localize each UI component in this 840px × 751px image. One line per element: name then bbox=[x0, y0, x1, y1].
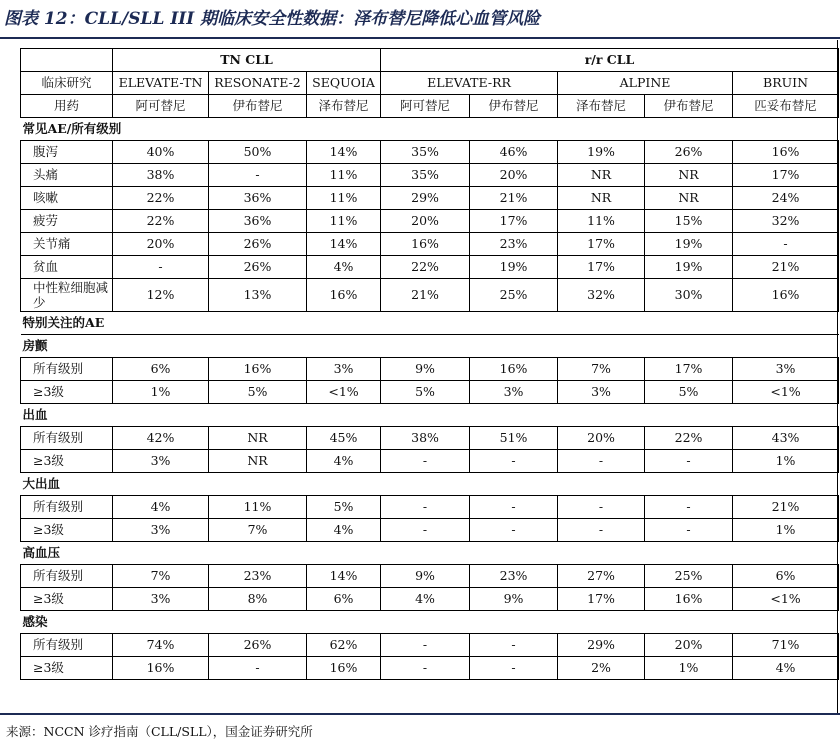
drug-cell: 阿可替尼 bbox=[381, 95, 470, 118]
group-header-row bbox=[21, 49, 839, 72]
value-cell: 36% bbox=[209, 210, 307, 233]
value-cell: - bbox=[113, 256, 209, 279]
row-header-study: 临床研究 bbox=[21, 72, 113, 95]
row-label: 所有级别 bbox=[21, 565, 113, 588]
value-cell: 38% bbox=[113, 164, 209, 187]
value-cell: 4% bbox=[307, 519, 381, 542]
value-cell: 21% bbox=[733, 256, 839, 279]
value-cell: 3% bbox=[113, 588, 209, 611]
value-cell: 17% bbox=[645, 358, 733, 381]
section-row bbox=[21, 312, 839, 335]
study-elevate-rr: ELEVATE-RR bbox=[381, 72, 558, 95]
drug-cell: 伊布替尼 bbox=[645, 95, 733, 118]
value-cell: 16% bbox=[733, 279, 839, 312]
value-cell: 16% bbox=[307, 657, 381, 680]
source-note: 来源：NCCN 诊疗指南（CLL/SLL），国金证券研究所 bbox=[6, 724, 313, 739]
table-row bbox=[21, 279, 839, 312]
value-cell: 25% bbox=[645, 565, 733, 588]
table-row bbox=[21, 233, 839, 256]
table-row bbox=[21, 164, 839, 187]
value-cell: 14% bbox=[307, 141, 381, 164]
value-cell: 71% bbox=[733, 634, 839, 657]
value-cell: 17% bbox=[558, 233, 645, 256]
value-cell: - bbox=[381, 657, 470, 680]
value-cell: 24% bbox=[733, 187, 839, 210]
value-cell: - bbox=[381, 496, 470, 519]
value-cell: 4% bbox=[733, 657, 839, 680]
study-bruin: BRUIN bbox=[733, 72, 839, 95]
table-row bbox=[21, 634, 839, 657]
row-label: ≥3级 bbox=[21, 588, 113, 611]
table-row bbox=[21, 588, 839, 611]
value-cell: 22% bbox=[113, 187, 209, 210]
section-row bbox=[21, 335, 839, 358]
section-heading: 高血压 bbox=[21, 542, 839, 565]
value-cell: 22% bbox=[381, 256, 470, 279]
value-cell: - bbox=[470, 450, 558, 473]
value-cell: 19% bbox=[645, 233, 733, 256]
value-cell: 9% bbox=[381, 358, 470, 381]
value-cell: 3% bbox=[113, 519, 209, 542]
value-cell: 46% bbox=[470, 141, 558, 164]
value-cell: 17% bbox=[558, 256, 645, 279]
group-header-blank bbox=[21, 49, 113, 72]
table-row bbox=[21, 519, 839, 542]
table-row bbox=[21, 450, 839, 473]
value-cell: 22% bbox=[113, 210, 209, 233]
value-cell: 43% bbox=[733, 427, 839, 450]
value-cell: 21% bbox=[381, 279, 470, 312]
value-cell: 16% bbox=[113, 657, 209, 680]
value-cell: 4% bbox=[307, 450, 381, 473]
value-cell: 51% bbox=[470, 427, 558, 450]
value-cell: NR bbox=[645, 187, 733, 210]
bottom-rule bbox=[0, 713, 840, 715]
row-label: 咳嗽 bbox=[21, 187, 113, 210]
value-cell: 22% bbox=[645, 427, 733, 450]
drug-cell: 泽布替尼 bbox=[558, 95, 645, 118]
value-cell: 25% bbox=[470, 279, 558, 312]
value-cell: 17% bbox=[470, 210, 558, 233]
study-resonate-2: RESONATE-2 bbox=[209, 72, 307, 95]
row-label: 中性粒细胞减少 bbox=[21, 279, 113, 312]
value-cell: 32% bbox=[733, 210, 839, 233]
value-cell: - bbox=[645, 450, 733, 473]
value-cell: 2% bbox=[558, 657, 645, 680]
value-cell: 5% bbox=[209, 381, 307, 404]
table-row bbox=[21, 427, 839, 450]
value-cell: 11% bbox=[307, 187, 381, 210]
value-cell: 74% bbox=[113, 634, 209, 657]
value-cell: - bbox=[209, 164, 307, 187]
value-cell: 9% bbox=[381, 565, 470, 588]
value-cell: 4% bbox=[381, 588, 470, 611]
value-cell: - bbox=[470, 657, 558, 680]
row-label: 腹泻 bbox=[21, 141, 113, 164]
value-cell: 3% bbox=[307, 358, 381, 381]
value-cell: 7% bbox=[209, 519, 307, 542]
value-cell: NR bbox=[558, 187, 645, 210]
value-cell: 32% bbox=[558, 279, 645, 312]
row-label: 所有级别 bbox=[21, 427, 113, 450]
drug-cell: 伊布替尼 bbox=[470, 95, 558, 118]
value-cell: 26% bbox=[209, 634, 307, 657]
section-row bbox=[21, 542, 839, 565]
row-label: ≥3级 bbox=[21, 519, 113, 542]
value-cell: 17% bbox=[733, 164, 839, 187]
value-cell: 7% bbox=[558, 358, 645, 381]
value-cell: 17% bbox=[558, 588, 645, 611]
value-cell: 12% bbox=[113, 279, 209, 312]
value-cell: 16% bbox=[470, 358, 558, 381]
value-cell: <1% bbox=[733, 588, 839, 611]
value-cell: 20% bbox=[645, 634, 733, 657]
drug-cell: 泽布替尼 bbox=[307, 95, 381, 118]
value-cell: - bbox=[645, 519, 733, 542]
drug-header-row bbox=[21, 95, 839, 118]
row-label: 贫血 bbox=[21, 256, 113, 279]
value-cell: 1% bbox=[113, 381, 209, 404]
value-cell: 62% bbox=[307, 634, 381, 657]
value-cell: 6% bbox=[733, 565, 839, 588]
value-cell: - bbox=[470, 519, 558, 542]
value-cell: 9% bbox=[470, 588, 558, 611]
value-cell: 3% bbox=[470, 381, 558, 404]
value-cell: 38% bbox=[381, 427, 470, 450]
row-label: 头痛 bbox=[21, 164, 113, 187]
value-cell: 8% bbox=[209, 588, 307, 611]
value-cell: 42% bbox=[113, 427, 209, 450]
value-cell: 29% bbox=[381, 187, 470, 210]
section-heading: 特别关注的AE bbox=[21, 312, 839, 335]
value-cell: 6% bbox=[113, 358, 209, 381]
value-cell: 14% bbox=[307, 565, 381, 588]
section-heading: 大出血 bbox=[21, 473, 839, 496]
value-cell: 40% bbox=[113, 141, 209, 164]
value-cell: NR bbox=[558, 164, 645, 187]
value-cell: - bbox=[381, 450, 470, 473]
value-cell: 21% bbox=[733, 496, 839, 519]
value-cell: - bbox=[558, 519, 645, 542]
section-row bbox=[21, 611, 839, 634]
study-sequoia: SEQUOIA bbox=[307, 72, 381, 95]
row-header-drug: 用药 bbox=[21, 95, 113, 118]
value-cell: - bbox=[558, 496, 645, 519]
title-rule bbox=[0, 37, 840, 39]
table-body bbox=[21, 49, 839, 680]
value-cell: 19% bbox=[645, 256, 733, 279]
section-heading: 出血 bbox=[21, 404, 839, 427]
value-cell: 7% bbox=[113, 565, 209, 588]
study-alpine: ALPINE bbox=[558, 72, 733, 95]
value-cell: - bbox=[381, 519, 470, 542]
table-row bbox=[21, 358, 839, 381]
section-heading: 房颤 bbox=[21, 335, 839, 358]
value-cell: 15% bbox=[645, 210, 733, 233]
row-label: ≥3级 bbox=[21, 450, 113, 473]
value-cell: 1% bbox=[733, 519, 839, 542]
value-cell: 26% bbox=[209, 256, 307, 279]
table-row bbox=[21, 657, 839, 680]
section-row bbox=[21, 404, 839, 427]
row-label: ≥3级 bbox=[21, 381, 113, 404]
row-label: 所有级别 bbox=[21, 358, 113, 381]
value-cell: 16% bbox=[733, 141, 839, 164]
value-cell: 16% bbox=[209, 358, 307, 381]
value-cell: - bbox=[470, 496, 558, 519]
value-cell: NR bbox=[209, 427, 307, 450]
value-cell: 5% bbox=[645, 381, 733, 404]
value-cell: - bbox=[733, 233, 839, 256]
value-cell: 11% bbox=[209, 496, 307, 519]
value-cell: 3% bbox=[113, 450, 209, 473]
group-tn-cll: TN CLL bbox=[113, 49, 381, 72]
table-row bbox=[21, 210, 839, 233]
row-label: 所有级别 bbox=[21, 496, 113, 519]
value-cell: - bbox=[209, 657, 307, 680]
table-row bbox=[21, 381, 839, 404]
value-cell: 13% bbox=[209, 279, 307, 312]
value-cell: 6% bbox=[307, 588, 381, 611]
drug-cell: 阿可替尼 bbox=[113, 95, 209, 118]
study-elevate-tn: ELEVATE-TN bbox=[113, 72, 209, 95]
row-label: 疲劳 bbox=[21, 210, 113, 233]
value-cell: NR bbox=[645, 164, 733, 187]
value-cell: 1% bbox=[733, 450, 839, 473]
value-cell: - bbox=[381, 634, 470, 657]
value-cell: 1% bbox=[645, 657, 733, 680]
table-row bbox=[21, 496, 839, 519]
table-row bbox=[21, 565, 839, 588]
value-cell: 11% bbox=[307, 164, 381, 187]
value-cell: 50% bbox=[209, 141, 307, 164]
section-row bbox=[21, 473, 839, 496]
value-cell: 19% bbox=[470, 256, 558, 279]
value-cell: 16% bbox=[645, 588, 733, 611]
value-cell: 4% bbox=[113, 496, 209, 519]
table-row bbox=[21, 141, 839, 164]
section-row bbox=[21, 118, 839, 141]
value-cell: 35% bbox=[381, 164, 470, 187]
value-cell: 19% bbox=[558, 141, 645, 164]
value-cell: 30% bbox=[645, 279, 733, 312]
value-cell: 27% bbox=[558, 565, 645, 588]
value-cell: - bbox=[558, 450, 645, 473]
value-cell: <1% bbox=[733, 381, 839, 404]
value-cell: 23% bbox=[470, 233, 558, 256]
value-cell: NR bbox=[209, 450, 307, 473]
value-cell: 14% bbox=[307, 233, 381, 256]
value-cell: 20% bbox=[558, 427, 645, 450]
row-label: 所有级别 bbox=[21, 634, 113, 657]
value-cell: 21% bbox=[470, 187, 558, 210]
value-cell: 4% bbox=[307, 256, 381, 279]
value-cell: 16% bbox=[381, 233, 470, 256]
value-cell: 45% bbox=[307, 427, 381, 450]
study-header-row bbox=[21, 72, 839, 95]
value-cell: 29% bbox=[558, 634, 645, 657]
value-cell: 5% bbox=[307, 496, 381, 519]
value-cell: 23% bbox=[209, 565, 307, 588]
value-cell: 36% bbox=[209, 187, 307, 210]
value-cell: 3% bbox=[558, 381, 645, 404]
section-heading: 感染 bbox=[21, 611, 839, 634]
value-cell: 20% bbox=[381, 210, 470, 233]
group-rr-cll: r/r CLL bbox=[381, 49, 839, 72]
value-cell: 26% bbox=[209, 233, 307, 256]
value-cell: 16% bbox=[307, 279, 381, 312]
value-cell: 35% bbox=[381, 141, 470, 164]
table-row bbox=[21, 187, 839, 210]
value-cell: 5% bbox=[381, 381, 470, 404]
safety-data-table bbox=[20, 48, 839, 680]
table-row bbox=[21, 256, 839, 279]
drug-cell: 伊布替尼 bbox=[209, 95, 307, 118]
section-heading: 常见AE/所有级别 bbox=[21, 118, 839, 141]
value-cell: 11% bbox=[558, 210, 645, 233]
value-cell: 26% bbox=[645, 141, 733, 164]
row-label: 关节痛 bbox=[21, 233, 113, 256]
value-cell: 11% bbox=[307, 210, 381, 233]
value-cell: 3% bbox=[733, 358, 839, 381]
value-cell: - bbox=[645, 496, 733, 519]
value-cell: <1% bbox=[307, 381, 381, 404]
figure-title: 图表 12：CLL/SLL III 期临床安全性数据：泽布替尼降低心血管风险 bbox=[4, 9, 541, 29]
drug-cell: 匹妥布替尼 bbox=[733, 95, 839, 118]
value-cell: 20% bbox=[470, 164, 558, 187]
value-cell: - bbox=[470, 634, 558, 657]
value-cell: 23% bbox=[470, 565, 558, 588]
row-label: ≥3级 bbox=[21, 657, 113, 680]
value-cell: 20% bbox=[113, 233, 209, 256]
